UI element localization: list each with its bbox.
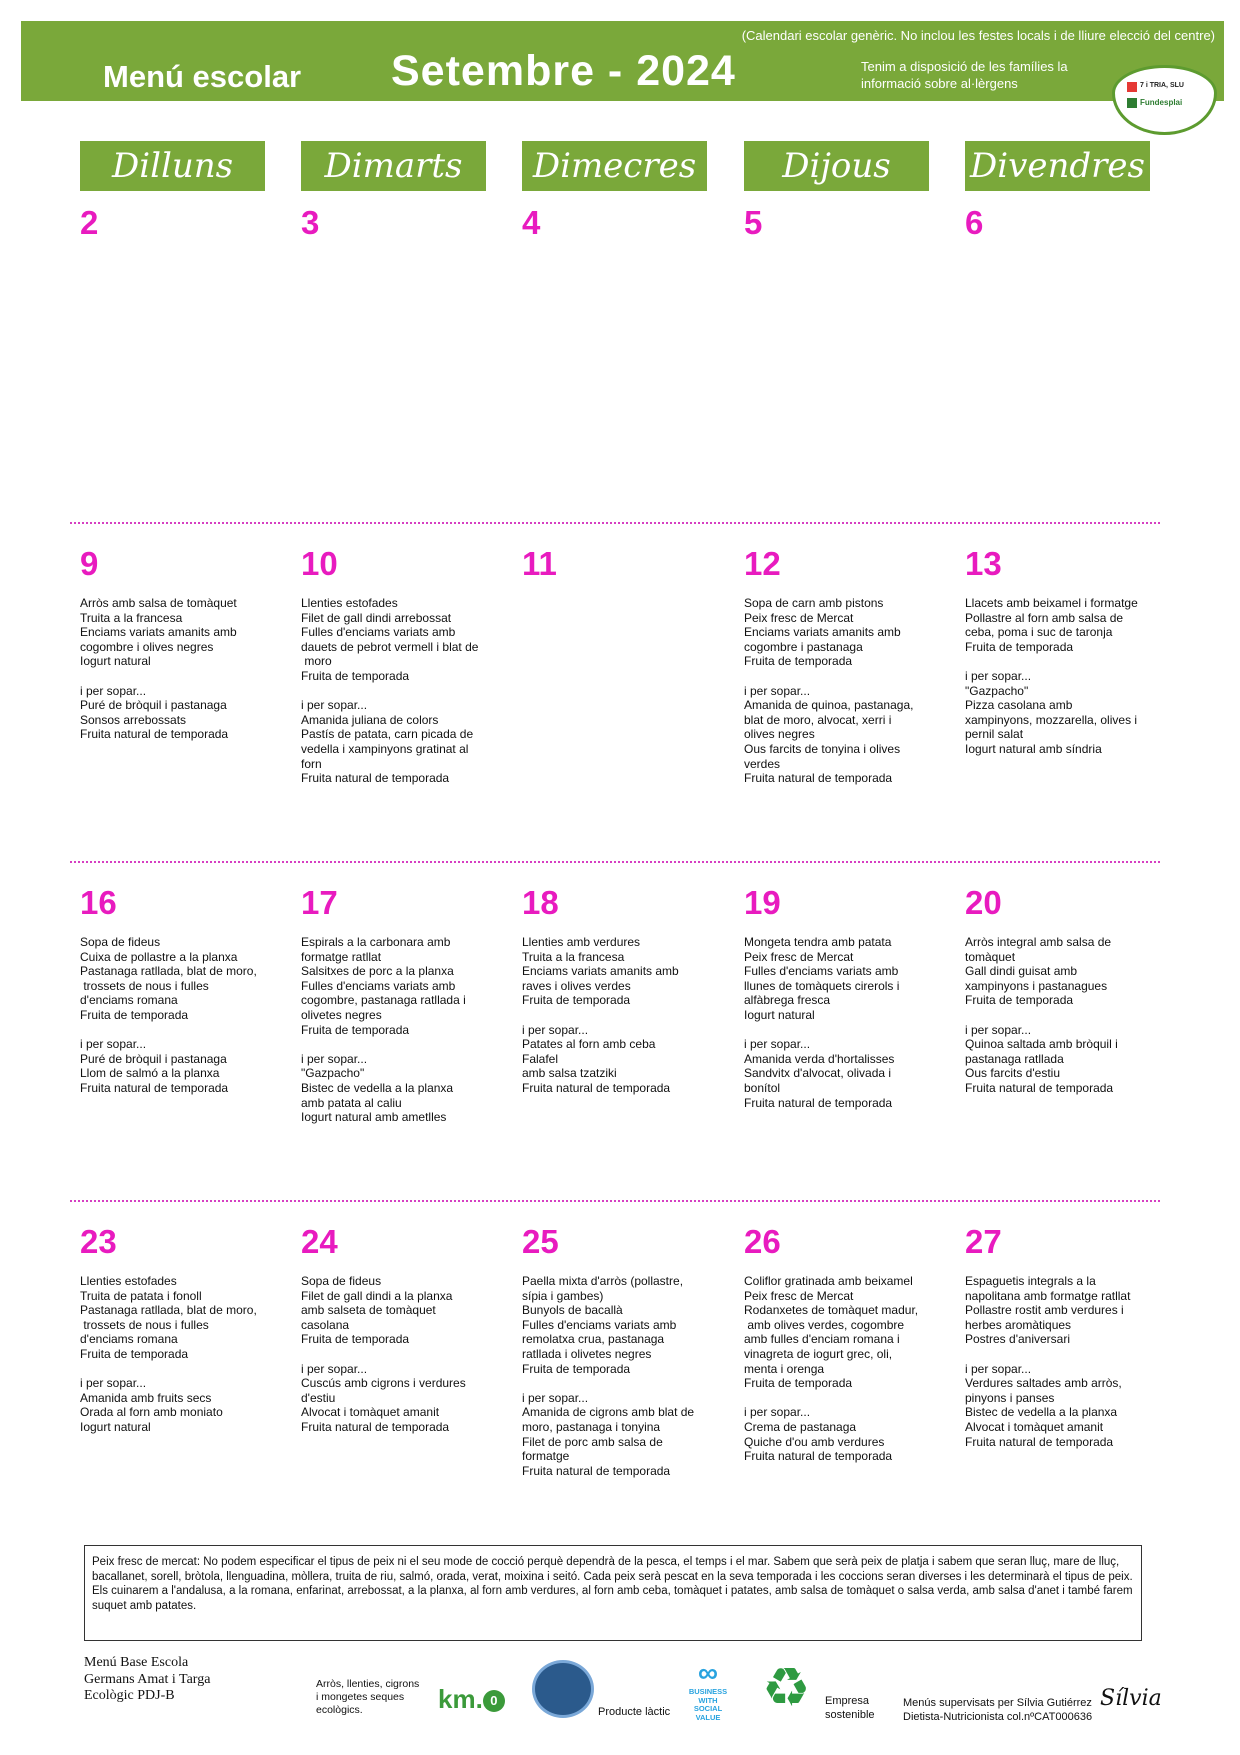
day-number: 11 bbox=[522, 545, 557, 582]
menu-item bbox=[744, 669, 934, 684]
day-cell bbox=[744, 205, 934, 255]
menu-item: Fruita natural de temporada bbox=[301, 771, 450, 786]
menu-item: Filet de gall dindi arrebossat bbox=[301, 610, 452, 625]
menu-item bbox=[965, 1008, 1155, 1023]
menu-item: Truita de patata i fonoll bbox=[80, 1288, 202, 1303]
menu-item: Fruita de temporada bbox=[744, 654, 853, 669]
day-number: 5 bbox=[744, 204, 763, 241]
sost-line: sostenible bbox=[825, 1709, 875, 1721]
menu-item: Fruita de temporada bbox=[301, 668, 410, 683]
menu-item: Rodanxetes de tomàquet madur, bbox=[744, 1303, 919, 1318]
menu-item: Gall dindi guisat amb bbox=[965, 964, 1078, 979]
eco-line: Arròs, llenties, cigrons bbox=[316, 1678, 420, 1690]
menu-item: i per sopar... bbox=[301, 1051, 368, 1066]
menu-item: Pastís de patata, carn picada de bbox=[301, 727, 474, 742]
infinity-icon: ∞ bbox=[698, 1657, 718, 1688]
supervisor-info bbox=[903, 1696, 1092, 1724]
menu-item: Sopa de fideus bbox=[80, 935, 161, 949]
menu-item: herbes aromàtiques bbox=[965, 1317, 1072, 1332]
menu-item: Peix fresc de Mercat bbox=[744, 1288, 854, 1303]
menu-item: amb olives verdes, cogombre bbox=[744, 1317, 905, 1332]
menu-item bbox=[301, 684, 491, 699]
menu-item: Truita a la francesa bbox=[522, 949, 625, 964]
logo-red-mark bbox=[1127, 82, 1137, 92]
menu-item: Falafel bbox=[522, 1051, 559, 1066]
menu-item: Pollastre al forn amb salsa de bbox=[965, 610, 1124, 625]
dairy-label: Producte làctic bbox=[598, 1706, 671, 1718]
menu-item: Fruita de temporada bbox=[80, 1007, 189, 1022]
day-header-tuesday: Dimarts bbox=[301, 141, 486, 191]
menu-item: Iogurt natural bbox=[744, 1007, 815, 1022]
menu-list bbox=[744, 596, 934, 786]
menu-item: Truita a la francesa bbox=[80, 610, 183, 625]
menu-item: Fruita natural de temporada bbox=[965, 1080, 1114, 1095]
menu-item: vinagreta de iogurt grec, oli, bbox=[744, 1346, 893, 1361]
logo-company-name: 7 i TRIA, SLU bbox=[1140, 82, 1184, 89]
menu-item: pernil salat bbox=[965, 727, 1024, 742]
menu-list bbox=[744, 1274, 934, 1464]
menu-item: Fruita natural de temporada bbox=[80, 1080, 229, 1095]
day-cell bbox=[522, 1224, 712, 1478]
week-divider bbox=[70, 522, 1160, 524]
day-header-monday: Dilluns bbox=[80, 141, 265, 191]
menu-list bbox=[301, 596, 491, 786]
menu-item: Llenties amb verdures bbox=[522, 935, 641, 949]
menu-item: Amanida de cigrons amb blat de bbox=[522, 1405, 695, 1420]
menu-item: ratllada i olivetes negres bbox=[522, 1346, 652, 1361]
menu-item: Sopa de carn amb pistons bbox=[744, 596, 884, 610]
menu-list bbox=[965, 596, 1155, 757]
menu-item: xampinyons, mozzarella, olives i bbox=[965, 712, 1138, 727]
menu-item: Alvocat i tomàquet amanit bbox=[301, 1405, 440, 1420]
menu-list bbox=[522, 1274, 712, 1478]
menu-item: cogombre i pastanaga bbox=[744, 639, 863, 654]
day-cell bbox=[522, 885, 712, 1096]
menu-item: i per sopar... bbox=[965, 1022, 1032, 1037]
menu-item bbox=[744, 1391, 934, 1406]
day-number: 4 bbox=[522, 204, 541, 241]
menu-item: alfàbrega fresca bbox=[744, 993, 831, 1008]
menu-item: Llenties estofades bbox=[301, 596, 398, 610]
menu-item: Fruita natural de temporada bbox=[744, 1449, 893, 1464]
menu-list bbox=[80, 1274, 270, 1435]
menu-item: i per sopar... bbox=[522, 1390, 589, 1405]
menu-item: Iogurt natural bbox=[80, 1419, 151, 1434]
signature: Sílvia bbox=[1100, 1686, 1162, 1711]
day-cell bbox=[80, 1224, 270, 1435]
menu-item: Quinoa saltada amb bròquil i bbox=[965, 1037, 1118, 1052]
menu-item: Espirals a la carbonara amb bbox=[301, 935, 451, 949]
menu-item: Fruita natural de temporada bbox=[301, 1419, 450, 1434]
menu-item: Fruita de temporada bbox=[80, 1346, 189, 1361]
menu-list bbox=[301, 935, 491, 1125]
menu-item: "Gazpacho" bbox=[301, 1066, 365, 1081]
day-number: 18 bbox=[522, 884, 559, 921]
menu-item: Llacets amb beixamel i formatge bbox=[965, 596, 1138, 610]
menu-item: amb patata al caliu bbox=[301, 1095, 402, 1110]
day-cell bbox=[744, 1224, 934, 1464]
menu-item: Iogurt natural amb síndria bbox=[965, 741, 1102, 756]
menu-list bbox=[301, 1274, 491, 1435]
menu-item: formatge bbox=[522, 1449, 570, 1464]
menu-item: amb fulles d'enciam romana i bbox=[744, 1332, 900, 1347]
menu-item: xampinyons i pastanagues bbox=[965, 978, 1108, 993]
menu-item: i per sopar... bbox=[744, 683, 811, 698]
menu-item: bonítol bbox=[744, 1080, 781, 1095]
menu-item: Bistec de vedella a la planxa bbox=[301, 1080, 454, 1095]
menu-item: sípia i gambes) bbox=[522, 1288, 604, 1303]
day-cell bbox=[80, 205, 270, 255]
menu-item: Fruita de temporada bbox=[744, 1376, 853, 1391]
menu-item: Enciams variats amanits amb bbox=[80, 625, 237, 640]
menu-item bbox=[80, 1023, 270, 1038]
menu-item: Iogurt natural bbox=[80, 654, 151, 669]
day-cell bbox=[744, 546, 934, 786]
menu-item: tomàquet bbox=[965, 949, 1016, 964]
day-number: 20 bbox=[965, 884, 1002, 921]
menu-item: Orada al forn amb moniato bbox=[80, 1405, 223, 1420]
menu-item: Fruita natural de temporada bbox=[965, 1434, 1114, 1449]
menu-item: amb salseta de tomàquet bbox=[301, 1303, 436, 1318]
menu-item: amb salsa tzatziki bbox=[522, 1066, 617, 1081]
bwsv-line: WITH bbox=[698, 1695, 718, 1705]
menu-item: Patates al forn amb ceba bbox=[522, 1037, 656, 1052]
school-line: Menú Base Escola bbox=[84, 1655, 189, 1670]
sost-line: Empresa bbox=[825, 1695, 870, 1707]
menu-item: Filet de gall dindi a la planxa bbox=[301, 1288, 453, 1303]
bwsv-line: SOCIAL bbox=[693, 1704, 723, 1713]
menu-item: Enciams variats amanits amb bbox=[522, 964, 679, 979]
day-header-friday: Divendres bbox=[965, 141, 1150, 191]
menu-item: Arròs amb salsa de tomàquet bbox=[80, 596, 237, 610]
day-number: 23 bbox=[80, 1223, 117, 1260]
km0-logo bbox=[438, 1684, 505, 1715]
menu-item: Puré de bròquil i pastanaga bbox=[80, 698, 227, 713]
menu-item: Fulles d'enciams variats amb bbox=[301, 625, 456, 640]
menu-item: moro, pastanaga i tonyina bbox=[522, 1419, 661, 1434]
day-number: 12 bbox=[744, 545, 781, 582]
menu-item: Ous farcits d'estiu bbox=[965, 1066, 1060, 1081]
menu-item: Fruita de temporada bbox=[301, 1332, 410, 1347]
menu-item: raves i olives verdes bbox=[522, 978, 631, 993]
km0-text: km. bbox=[438, 1684, 483, 1714]
menu-item: Paella mixta d'arròs (pollastre, bbox=[522, 1274, 684, 1288]
menu-item: llunes de tomàquets cirerols i bbox=[744, 978, 900, 993]
menu-item: Pizza casolana amb bbox=[965, 698, 1073, 713]
menu-item: pinyons i panses bbox=[965, 1390, 1055, 1405]
eco-legumes-note bbox=[316, 1678, 419, 1717]
menu-item: Ous farcits de tonyina i olives bbox=[744, 741, 901, 756]
menu-item: Crema de pastanaga bbox=[744, 1419, 857, 1434]
week-divider bbox=[70, 1200, 1160, 1202]
km0-dot: 0 bbox=[483, 1690, 505, 1712]
menu-item: Amanida verda d'hortalisses bbox=[744, 1051, 895, 1066]
menu-item: d'estiu bbox=[301, 1390, 336, 1405]
supervisor-line: Dietista-Nutricionista col.nºCAT000636 bbox=[903, 1711, 1093, 1723]
menu-item: Fulles d'enciams variats amb bbox=[522, 1317, 677, 1332]
day-cell bbox=[965, 205, 1155, 255]
eco-line: i mongetes seques bbox=[316, 1691, 405, 1703]
menu-item: moro bbox=[301, 654, 332, 669]
menu-item bbox=[301, 1347, 491, 1362]
menu-item: Iogurt natural amb ametlles bbox=[301, 1110, 447, 1125]
day-cell bbox=[965, 885, 1155, 1096]
menu-item: ceba, poma i suc de taronja bbox=[965, 625, 1113, 640]
menu-item: Bistec de vedella a la planxa bbox=[965, 1405, 1118, 1420]
menu-item: Alvocat i tomàquet amanit bbox=[965, 1419, 1104, 1434]
menu-item: menta i orenga bbox=[744, 1361, 825, 1376]
menu-item: i per sopar... bbox=[80, 1376, 147, 1391]
day-cell bbox=[301, 1224, 491, 1435]
school-line: Ecològic PDJ-B bbox=[84, 1688, 175, 1703]
menu-item: Cuscús amb cigrons i verdures bbox=[301, 1376, 466, 1391]
menu-item: i per sopar... bbox=[301, 1361, 368, 1376]
menu-item: formatge ratllat bbox=[301, 949, 382, 964]
menu-item: Quiche d'ou amb verdures bbox=[744, 1434, 885, 1449]
menu-item: trossets de nous i fulles bbox=[80, 978, 209, 993]
menu-item: "Gazpacho" bbox=[965, 683, 1029, 698]
business-social-value-logo bbox=[682, 1658, 734, 1722]
day-number: 16 bbox=[80, 884, 117, 921]
menu-item: i per sopar... bbox=[744, 1405, 811, 1420]
day-number: 26 bbox=[744, 1223, 781, 1260]
menu-item: i per sopar... bbox=[965, 668, 1032, 683]
menu-item: forn bbox=[301, 756, 322, 771]
menu-item: Coliflor gratinada amb beixamel bbox=[744, 1274, 913, 1288]
menu-item: Cuixa de pollastre a la planxa bbox=[80, 949, 238, 964]
menu-item: Fruita de temporada bbox=[522, 993, 631, 1008]
menu-item bbox=[744, 1023, 934, 1038]
menu-item: Arròs integral amb salsa de bbox=[965, 935, 1112, 949]
menu-item: Pastanaga ratllada, blat de moro, bbox=[80, 964, 257, 979]
company-logo bbox=[1112, 65, 1217, 135]
day-number: 17 bbox=[301, 884, 338, 921]
menu-item: Pollastre rostit amb verdures i bbox=[965, 1303, 1124, 1318]
day-header-wednesday: Dimecres bbox=[522, 141, 707, 191]
menu-item: Sonsos arrebossats bbox=[80, 712, 187, 727]
menu-item: Fruita natural de temporada bbox=[744, 1095, 893, 1110]
day-number: 19 bbox=[744, 884, 781, 921]
menu-item bbox=[522, 1376, 712, 1391]
menu-item: Postres d'aniversari bbox=[965, 1332, 1070, 1347]
day-number: 24 bbox=[301, 1223, 338, 1260]
allergen-info: Tenim a disposició de les famílies la informació sobre al·lèrgens bbox=[861, 59, 1068, 91]
day-number: 10 bbox=[301, 545, 338, 582]
menu-item bbox=[80, 1362, 270, 1377]
day-number: 25 bbox=[522, 1223, 559, 1260]
menu-item: olives negres bbox=[744, 727, 815, 742]
menu-item: Sopa de fideus bbox=[301, 1274, 382, 1288]
menu-item: Fruita natural de temporada bbox=[744, 771, 893, 786]
menu-item: Fruita de temporada bbox=[522, 1361, 631, 1376]
menu-item: i per sopar... bbox=[744, 1037, 811, 1052]
sustainable-company-label bbox=[825, 1694, 875, 1722]
day-cell bbox=[80, 885, 270, 1096]
menu-item bbox=[965, 654, 1155, 669]
menu-item bbox=[301, 1037, 491, 1052]
menu-item: olivetes negres bbox=[301, 1007, 382, 1022]
menu-item: pastanaga ratllada bbox=[965, 1051, 1064, 1066]
day-cell bbox=[80, 546, 270, 742]
day-number: 3 bbox=[301, 204, 320, 241]
menu-item: Amanida de quinoa, pastanaga, bbox=[744, 698, 914, 713]
header-banner bbox=[21, 21, 1224, 107]
school-info bbox=[84, 1655, 210, 1705]
menu-item: d'enciams romana bbox=[80, 993, 178, 1008]
menu-list bbox=[965, 1274, 1155, 1449]
school-line: Germans Amat i Targa bbox=[84, 1671, 211, 1687]
day-cell bbox=[301, 885, 491, 1125]
menu-list bbox=[80, 596, 270, 742]
menu-item: verdes bbox=[744, 756, 781, 771]
menu-item bbox=[80, 669, 270, 684]
menu-list bbox=[965, 935, 1155, 1096]
menu-item: Bunyols de bacallà bbox=[522, 1303, 623, 1318]
dairy-brand-logo bbox=[532, 1660, 594, 1718]
menu-item: Fruita natural de temporada bbox=[522, 1080, 671, 1095]
menu-item: Fulles d'enciams variats amb bbox=[744, 964, 899, 979]
menu-item: Amanida amb fruits secs bbox=[80, 1390, 212, 1405]
menu-item: d'enciams romana bbox=[80, 1332, 178, 1347]
day-cell bbox=[522, 205, 712, 255]
menu-item: Puré de bròquil i pastanaga bbox=[80, 1051, 227, 1066]
logo-green-mark bbox=[1127, 98, 1137, 108]
menu-item: Llom de salmó a la planxa bbox=[80, 1066, 220, 1081]
day-number: 2 bbox=[80, 204, 99, 241]
menu-item: cogombre, pastanaga ratllada i bbox=[301, 993, 466, 1008]
menu-item: Fruita natural de temporada bbox=[522, 1463, 671, 1478]
fish-note-box: Peix fresc de mercat: No podem especificar el tipus de peix ni el seu mode de cocció perquè dependrà de la pesca, el temps i el mar. Sabem que serà peix de platja i sabem que seran lluç, mare de lluç, bacallanet, sorell, bròtola, llenguadina, mòllera, truita de riu, salmó, orada, verat, moixina i seitó. Cada peix serà pescat en la seva temporada i les coccions seran diverses i les determinarà el tipus de peix. Els cuinarem a l'andalusa, a la romana, enfarinat, arrebossat, a la planxa, al forn amb verdures, al forn amb ceba, tomàquet i patates, amb salsa de tomàquet o salsa verda, amb salsa d'anet i també farem suquet amb patates. bbox=[84, 1545, 1142, 1641]
day-cell bbox=[522, 546, 712, 596]
menu-item: dauets de pebrot vermell i blat de bbox=[301, 639, 479, 654]
menu-item: napolitana amb formatge ratllat bbox=[965, 1288, 1131, 1303]
recycle-icon: ♻ bbox=[762, 1658, 811, 1718]
calendar-note: (Calendari escolar genèric. No inclou les festes locals i de lliure elecció del centre) bbox=[741, 28, 1215, 43]
menu-item: casolana bbox=[301, 1317, 350, 1332]
day-header-thursday: Dijous bbox=[744, 141, 929, 191]
bwsv-line: BUSINESS bbox=[688, 1687, 728, 1696]
menu-list bbox=[522, 935, 712, 1096]
day-cell bbox=[301, 205, 491, 255]
bwsv-line: VALUE bbox=[695, 1712, 721, 1722]
menu-item: i per sopar... bbox=[965, 1361, 1032, 1376]
supervisor-line: Menús supervisats per Sílvia Gutiérrez bbox=[903, 1697, 1092, 1709]
menu-item: i per sopar... bbox=[301, 698, 368, 713]
menu-item: Salsitxes de porc a la planxa bbox=[301, 964, 454, 979]
logo-fundesplai: Fundesplai bbox=[1140, 98, 1183, 107]
menu-item: trossets de nous i fulles bbox=[80, 1317, 209, 1332]
day-number: 27 bbox=[965, 1223, 1002, 1260]
menu-item: Amanida juliana de colors bbox=[301, 712, 439, 727]
menu-item: Filet de porc amb salsa de bbox=[522, 1434, 663, 1449]
day-number: 6 bbox=[965, 204, 984, 241]
menu-item: vedella i xampinyons gratinat al bbox=[301, 741, 469, 756]
week-divider bbox=[70, 861, 1160, 863]
menu-list bbox=[744, 935, 934, 1110]
menu-item: Mongeta tendra amb patata bbox=[744, 935, 892, 949]
menu-item: Peix fresc de Mercat bbox=[744, 949, 854, 964]
menu-item: blat de moro, alvocat, xerri i bbox=[744, 712, 892, 727]
menu-item: Enciams variats amanits amb bbox=[744, 625, 901, 640]
month-title: Setembre - 2024 bbox=[391, 47, 736, 95]
day-cell bbox=[744, 885, 934, 1110]
menu-item: Fulles d'enciams variats amb bbox=[301, 978, 456, 993]
menu-item: Verdures saltades amb arròs, bbox=[965, 1376, 1122, 1391]
menu-item: Fruita de temporada bbox=[965, 639, 1074, 654]
menu-item: Sandvitx d'alvocat, olivada i bbox=[744, 1066, 892, 1081]
menu-list bbox=[80, 935, 270, 1096]
menu-item bbox=[965, 1347, 1155, 1362]
day-number: 9 bbox=[80, 545, 99, 582]
day-cell bbox=[301, 546, 491, 786]
menu-title: Menú escolar bbox=[103, 59, 302, 94]
menu-item: Llenties estofades bbox=[80, 1274, 177, 1288]
menu-item: Peix fresc de Mercat bbox=[744, 610, 854, 625]
menu-item: remolatxa crua, pastanaga bbox=[522, 1332, 665, 1347]
day-cell bbox=[965, 1224, 1155, 1449]
menu-item: Espaguetis integrals a la bbox=[965, 1274, 1096, 1288]
menu-item: Pastanaga ratllada, blat de moro, bbox=[80, 1303, 257, 1318]
day-number: 13 bbox=[965, 545, 1002, 582]
menu-item: Fruita natural de temporada bbox=[80, 727, 229, 742]
menu-item: i per sopar... bbox=[522, 1022, 589, 1037]
menu-item bbox=[522, 1008, 712, 1023]
day-cell bbox=[965, 546, 1155, 757]
menu-item: Fruita de temporada bbox=[301, 1022, 410, 1037]
menu-item: Fruita de temporada bbox=[965, 993, 1074, 1008]
menu-item: cogombre i olives negres bbox=[80, 639, 214, 654]
menu-item: i per sopar... bbox=[80, 683, 147, 698]
eco-line: ecològics. bbox=[316, 1704, 363, 1716]
menu-item: i per sopar... bbox=[80, 1037, 147, 1052]
